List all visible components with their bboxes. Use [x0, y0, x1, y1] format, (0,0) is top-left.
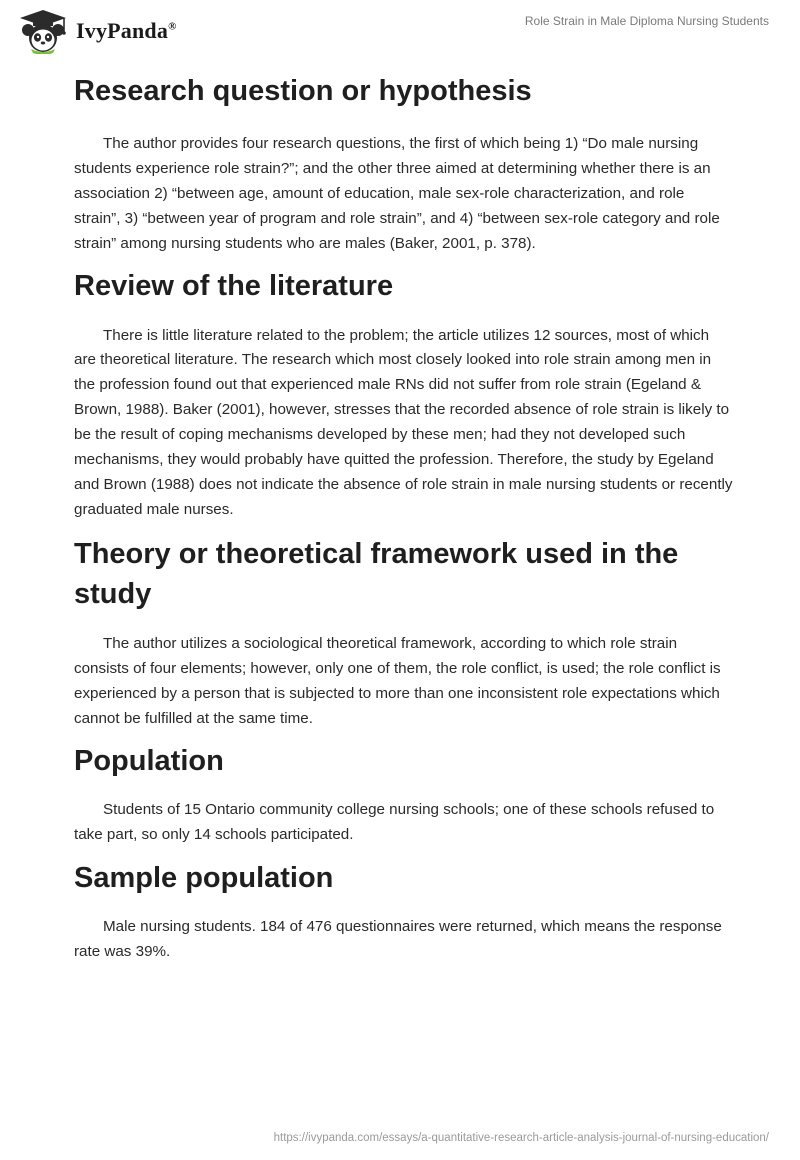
section-heading: Review of the literature	[74, 269, 394, 302]
section-heading: Population	[74, 745, 224, 778]
section-population	[74, 741, 734, 848]
section-heading: Research question or hypothesis	[74, 75, 532, 107]
section-heading: Sample population	[74, 862, 334, 895]
section-literature-review	[74, 266, 734, 523]
section-paragraph: Male nursing students. 184 of 476 questionnaires were returned, which means the response rate was 39%.	[74, 918, 722, 961]
brand-name	[76, 18, 177, 44]
brand-registered-mark: ®	[168, 20, 177, 33]
brand-text: IvyPanda	[76, 18, 169, 43]
section-theoretical-framework	[74, 534, 734, 732]
source-url-link[interactable]: https://ivypanda.com/essays/a-quantitative-research-article-analysis-journal-of-nursing-education/	[273, 1132, 769, 1144]
section-paragraph: There is little literature related to the problem; the article utilizes 12 sources, most of which are theoretical literature. The research which most closely looked into role strain among men in the profession found out that experienced male RNs did not suffer from role strain (Egeland & Brown, 1988). Baker (2001), however, stresses that the recorded absence of role strain is likely to be the result of coping mechanisms developed by these men; had they not developed such mechanisms, they would probably have quitted the profession. Therefore, the study by Egeland and Brown (1988) does not indicate the absence of role strain in male nursing students or recently graduated male nurses.	[74, 326, 733, 518]
panda-graduation-cap-icon	[16, 8, 70, 54]
article-body	[74, 70, 734, 965]
section-heading: Theory or theoretical framework used in the study	[74, 537, 679, 610]
section-sample-population	[74, 858, 734, 965]
document-title: Role Strain in Male Diploma Nursing Students	[524, 14, 769, 28]
logo[interactable]	[16, 8, 177, 54]
section-paragraph: Students of 15 Ontario community college nursing schools; one of these schools refused to take part, so only 14 schools participated.	[74, 801, 715, 844]
section-paragraph: The author utilizes a sociological theoretical framework, according to which role strain consists of four elements; however, only one of them, the role conflict, is used; the role conflict is experienced by a person that is subjected to more than one inconsistent role expectations which cannot be fulfilled at the same time.	[74, 634, 721, 727]
page-header	[0, 0, 800, 60]
section-research-question	[74, 71, 734, 257]
section-paragraph: The author provides four research questions, the first of which being 1) “Do male nursing students experience role strain?”; and the other three aimed at determining whether there is an association 2) “between age, amount of education, male sex-role characterization, and role strain”, 3) “between year of program and role strain”, and 4) “between sex-role category and role strain” among nursing students who are males (Baker, 2001, p. 378).	[74, 135, 720, 252]
